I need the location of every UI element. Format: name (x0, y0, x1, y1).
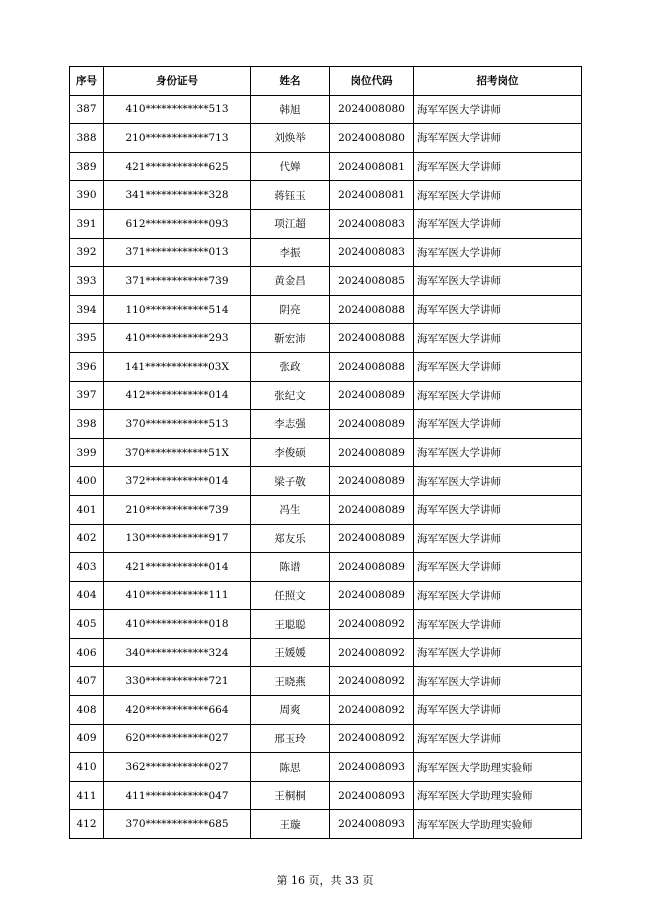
cell-post: 海军军医大学讲师 (414, 152, 582, 181)
header-seq: 序号 (70, 67, 104, 96)
cell-post: 海军军医大学助理实验师 (414, 781, 582, 810)
table-row (70, 238, 582, 267)
cell-seq: 395 (70, 324, 104, 353)
cell-seq: 396 (70, 352, 104, 381)
cell-id-number: 371************739 (104, 267, 251, 296)
cell-seq: 398 (70, 410, 104, 439)
cell-name: 项江超 (251, 209, 330, 238)
cell-name: 张纪文 (251, 381, 330, 410)
cell-seq: 404 (70, 581, 104, 610)
table-row (70, 152, 582, 181)
table-row (70, 610, 582, 639)
cell-post-code: 2024008085 (330, 267, 414, 296)
cell-post-code: 2024008092 (330, 638, 414, 667)
table-row (70, 438, 582, 467)
cell-seq: 389 (70, 152, 104, 181)
header-post-code: 岗位代码 (330, 67, 414, 96)
cell-post: 海军军医大学助理实验师 (414, 753, 582, 782)
table-row (70, 696, 582, 725)
cell-post: 海军军医大学讲师 (414, 638, 582, 667)
cell-name: 王璇 (251, 810, 330, 839)
cell-post: 海军军医大学讲师 (414, 209, 582, 238)
results-table (69, 66, 582, 839)
cell-id-number: 410************018 (104, 610, 251, 639)
cell-seq: 392 (70, 238, 104, 267)
cell-name: 李志强 (251, 410, 330, 439)
cell-id-number: 370************685 (104, 810, 251, 839)
cell-name: 任照文 (251, 581, 330, 610)
cell-seq: 406 (70, 638, 104, 667)
cell-name: 郑友乐 (251, 524, 330, 553)
cell-post-code: 2024008088 (330, 295, 414, 324)
cell-id-number: 371************013 (104, 238, 251, 267)
table-row (70, 581, 582, 610)
cell-seq: 410 (70, 753, 104, 782)
cell-seq: 400 (70, 467, 104, 496)
cell-post-code: 2024008089 (330, 524, 414, 553)
cell-seq: 387 (70, 95, 104, 124)
cell-id-number: 372************014 (104, 467, 251, 496)
cell-post-code: 2024008089 (330, 495, 414, 524)
cell-post-code: 2024008089 (330, 467, 414, 496)
cell-id-number: 362************027 (104, 753, 251, 782)
cell-post: 海军军医大学讲师 (414, 438, 582, 467)
cell-id-number: 340************324 (104, 638, 251, 667)
table-row (70, 553, 582, 582)
cell-post-code: 2024008088 (330, 352, 414, 381)
table-row (70, 495, 582, 524)
cell-id-number: 210************713 (104, 124, 251, 153)
cell-post: 海军军医大学讲师 (414, 238, 582, 267)
cell-post-code: 2024008080 (330, 95, 414, 124)
table-row (70, 410, 582, 439)
cell-name: 邢玉玲 (251, 724, 330, 753)
cell-post-code: 2024008089 (330, 581, 414, 610)
cell-post: 海军军医大学讲师 (414, 524, 582, 553)
cell-post: 海军军医大学讲师 (414, 610, 582, 639)
cell-id-number: 411************047 (104, 781, 251, 810)
cell-post: 海军军医大学助理实验师 (414, 810, 582, 839)
cell-id-number: 421************625 (104, 152, 251, 181)
cell-post-code: 2024008092 (330, 724, 414, 753)
cell-name: 王晓燕 (251, 667, 330, 696)
cell-post: 海军军医大学讲师 (414, 295, 582, 324)
cell-post-code: 2024008081 (330, 152, 414, 181)
cell-id-number: 410************111 (104, 581, 251, 610)
cell-post-code: 2024008092 (330, 696, 414, 725)
page-footer: 第 16 页，共 33 页 (276, 874, 374, 887)
cell-name: 黄金昌 (251, 267, 330, 296)
cell-id-number: 341************328 (104, 181, 251, 210)
cell-name: 韩旭 (251, 95, 330, 124)
cell-post-code: 2024008093 (330, 810, 414, 839)
cell-seq: 397 (70, 381, 104, 410)
table-row (70, 381, 582, 410)
cell-post: 海军军医大学讲师 (414, 724, 582, 753)
cell-name: 王桐桐 (251, 781, 330, 810)
cell-name: 李振 (251, 238, 330, 267)
cell-seq: 411 (70, 781, 104, 810)
table-body (70, 95, 582, 838)
cell-post: 海军军医大学讲师 (414, 410, 582, 439)
header-name: 姓名 (251, 67, 330, 96)
cell-seq: 409 (70, 724, 104, 753)
cell-seq: 399 (70, 438, 104, 467)
table-row (70, 295, 582, 324)
table-row (70, 524, 582, 553)
table-row (70, 753, 582, 782)
cell-seq: 412 (70, 810, 104, 839)
table-row (70, 781, 582, 810)
cell-name: 代婵 (251, 152, 330, 181)
table-row (70, 638, 582, 667)
cell-post-code: 2024008080 (330, 124, 414, 153)
cell-post: 海军军医大学讲师 (414, 95, 582, 124)
cell-id-number: 110************514 (104, 295, 251, 324)
cell-name: 蒋钰玉 (251, 181, 330, 210)
cell-seq: 405 (70, 610, 104, 639)
cell-post-code: 2024008092 (330, 667, 414, 696)
cell-post: 海军军医大学讲师 (414, 553, 582, 582)
cell-post-code: 2024008089 (330, 410, 414, 439)
table-row (70, 267, 582, 296)
cell-seq: 401 (70, 495, 104, 524)
cell-id-number: 620************027 (104, 724, 251, 753)
cell-post-code: 2024008093 (330, 781, 414, 810)
cell-name: 靳宏沛 (251, 324, 330, 353)
cell-post: 海军军医大学讲师 (414, 381, 582, 410)
cell-post-code: 2024008089 (330, 438, 414, 467)
cell-id-number: 421************014 (104, 553, 251, 582)
cell-post: 海军军医大学讲师 (414, 324, 582, 353)
cell-name: 王聪聪 (251, 610, 330, 639)
cell-post-code: 2024008092 (330, 610, 414, 639)
cell-seq: 388 (70, 124, 104, 153)
cell-post: 海军军医大学讲师 (414, 267, 582, 296)
cell-name: 梁子敬 (251, 467, 330, 496)
cell-name: 周爽 (251, 696, 330, 725)
table-row (70, 324, 582, 353)
cell-seq: 402 (70, 524, 104, 553)
header-post: 招考岗位 (414, 67, 582, 96)
cell-id-number: 410************293 (104, 324, 251, 353)
cell-post: 海军军医大学讲师 (414, 467, 582, 496)
table-row (70, 209, 582, 238)
cell-name: 刘焕举 (251, 124, 330, 153)
cell-name: 张政 (251, 352, 330, 381)
cell-id-number: 420************664 (104, 696, 251, 725)
cell-post: 海军军医大学讲师 (414, 581, 582, 610)
cell-id-number: 370************51X (104, 438, 251, 467)
table-row (70, 667, 582, 696)
cell-id-number: 412************014 (104, 381, 251, 410)
table-row (70, 810, 582, 839)
cell-id-number: 130************917 (104, 524, 251, 553)
cell-post: 海军军医大学讲师 (414, 181, 582, 210)
cell-id-number: 410************513 (104, 95, 251, 124)
table-row (70, 124, 582, 153)
table-row (70, 724, 582, 753)
cell-post-code: 2024008089 (330, 553, 414, 582)
cell-post-code: 2024008093 (330, 753, 414, 782)
cell-id-number: 330************721 (104, 667, 251, 696)
cell-name: 陈谱 (251, 553, 330, 582)
cell-seq: 394 (70, 295, 104, 324)
cell-seq: 390 (70, 181, 104, 210)
cell-post: 海军军医大学讲师 (414, 696, 582, 725)
cell-post: 海军军医大学讲师 (414, 124, 582, 153)
cell-id-number: 370************513 (104, 410, 251, 439)
cell-post: 海军军医大学讲师 (414, 495, 582, 524)
cell-post-code: 2024008089 (330, 381, 414, 410)
results-table-container (69, 66, 581, 839)
cell-seq: 391 (70, 209, 104, 238)
table-row (70, 95, 582, 124)
cell-post-code: 2024008083 (330, 209, 414, 238)
table-header-row (70, 67, 582, 96)
cell-name: 王媛媛 (251, 638, 330, 667)
table-row (70, 181, 582, 210)
cell-seq: 408 (70, 696, 104, 725)
cell-id-number: 210************739 (104, 495, 251, 524)
cell-post: 海军军医大学讲师 (414, 667, 582, 696)
cell-post: 海军军医大学讲师 (414, 352, 582, 381)
cell-name: 李俊硕 (251, 438, 330, 467)
table-row (70, 352, 582, 381)
cell-post-code: 2024008083 (330, 238, 414, 267)
cell-post-code: 2024008088 (330, 324, 414, 353)
table-row (70, 467, 582, 496)
cell-id-number: 141************03X (104, 352, 251, 381)
cell-seq: 393 (70, 267, 104, 296)
cell-id-number: 612************093 (104, 209, 251, 238)
cell-seq: 407 (70, 667, 104, 696)
header-id-number: 身份证号 (104, 67, 251, 96)
cell-seq: 403 (70, 553, 104, 582)
cell-name: 陈思 (251, 753, 330, 782)
cell-post-code: 2024008081 (330, 181, 414, 210)
cell-name: 阴亮 (251, 295, 330, 324)
cell-name: 冯生 (251, 495, 330, 524)
